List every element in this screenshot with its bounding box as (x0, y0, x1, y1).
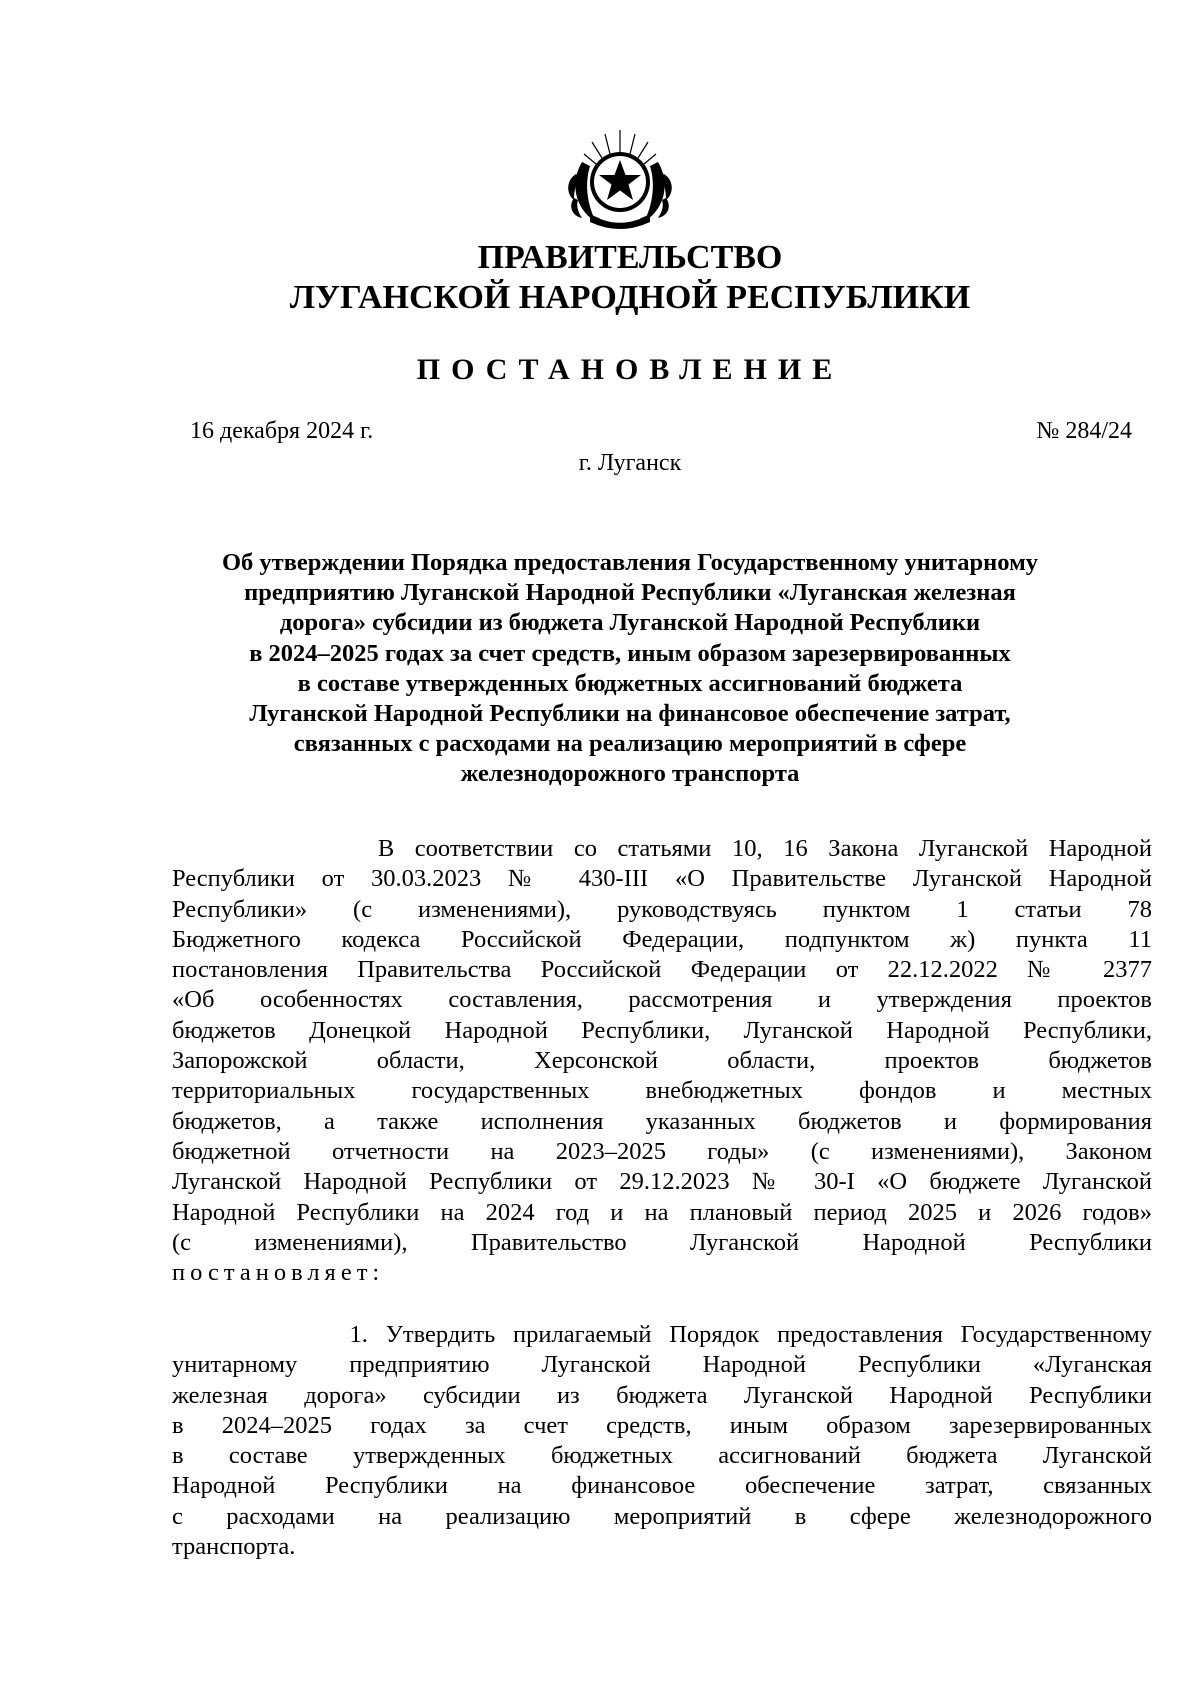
body-line: транспорта. (172, 1533, 296, 1561)
body-line: бюджетов Донецкой Народной Республики, Луганской Народной Республики, (172, 1016, 1152, 1044)
body-line: Бюджетного кодекса Российской Федерации, подпунктом ж) пункта 11 (172, 925, 1152, 953)
body-line: постановления Правительства Российской Федерации от 22.12.2022 № 2377 (172, 956, 1152, 984)
body-line: Луганской Народной Республики от 29.12.2023 № 30-I «О бюджете Луганской (172, 1168, 1152, 1196)
body-line: Республики от 30.03.2023 № 430-III «О Правительстве Луганской Народной (172, 865, 1152, 893)
body-line: Народной Республики на 2024 год и на плановый период 2025 и 2026 годов» (172, 1198, 1152, 1226)
body-line: в составе утвержденных бюджетных ассигнований бюджета Луганской (172, 1442, 1152, 1470)
document-type: ПОСТАНОВЛЕНИЕ (416, 353, 844, 386)
preamble-paragraph (172, 834, 1152, 1288)
body-line: Народной Республики на финансовое обеспечение затрат, связанных (172, 1472, 1152, 1500)
document-title (150, 548, 1110, 790)
title-line: в 2024–2025 годах за счет средств, иным образом зарезервированных (249, 639, 1011, 667)
item-1-paragraph (172, 1320, 1152, 1562)
body-line: Запорожской области, Херсонской области, проектов бюджетов (172, 1047, 1152, 1075)
body-line: «Об особенностях составления, рассмотрения и утверждения проектов (172, 986, 1152, 1014)
document-date: 16 декабря 2024 г. (190, 418, 374, 444)
body-line: железная дорога» субсидии из бюджета Луганской Народной Республики (172, 1381, 1152, 1409)
body-line: бюджетной отчетности на 2023–2025 годы» (с изменениями), Законом (172, 1137, 1152, 1165)
document-number: № 284/24 (1036, 418, 1132, 444)
body-line: бюджетов, а также исполнения указанных бюджетов и формирования (172, 1107, 1152, 1135)
government-name-line1: ПРАВИТЕЛЬСТВО (477, 239, 783, 276)
body-line: с расходами на реализацию мероприятий в сфере железнодорожного (172, 1502, 1152, 1530)
body-line: Республики» (с изменениями), руководствуясь пунктом 1 статьи 78 (172, 895, 1152, 923)
body-line: 1. Утвердить прилагаемый Порядок предоставления Государственному (172, 1321, 1152, 1348)
title-line: Об утверждении Порядка предоставления Государственному унитарному (221, 549, 1039, 576)
title-line: железнодорожного транспорта (460, 760, 800, 788)
title-line: в составе утвержденных бюджетных ассигнований бюджета (297, 669, 963, 697)
title-line: связанных с расходами на реализацию мероприятий в сфере (293, 730, 967, 758)
body-line: (с изменениями), Правительство Луганской Народной Республики (172, 1228, 1152, 1256)
body-line: территориальных государственных внебюджетных фондов и местных (172, 1077, 1152, 1105)
title-line: дорога» субсидии из бюджета Луганской Народной Республики (279, 609, 981, 637)
government-name-line2: ЛУГАНСКОЙ НАРОДНОЙ РЕСПУБЛИКИ (289, 279, 971, 316)
title-line: Луганской Народной Республики на финансовое обеспечение затрат, (249, 700, 1011, 728)
title-line: предприятию Луганской Народной Республики «Луганская железная (244, 579, 1016, 607)
body-line: в 2024–2025 годах за счет средств, иным образом зарезервированных (172, 1411, 1152, 1439)
coat-of-arms-icon (560, 122, 680, 234)
document-city: г. Луганск (578, 450, 682, 476)
body-line-resolves: постановляет: (172, 1259, 385, 1287)
body-line: В соответствии со статьями 10, 16 Закона Луганской Народной (172, 835, 1152, 862)
body-line: унитарному предприятию Луганской Народной Республики «Луганская (172, 1351, 1152, 1379)
